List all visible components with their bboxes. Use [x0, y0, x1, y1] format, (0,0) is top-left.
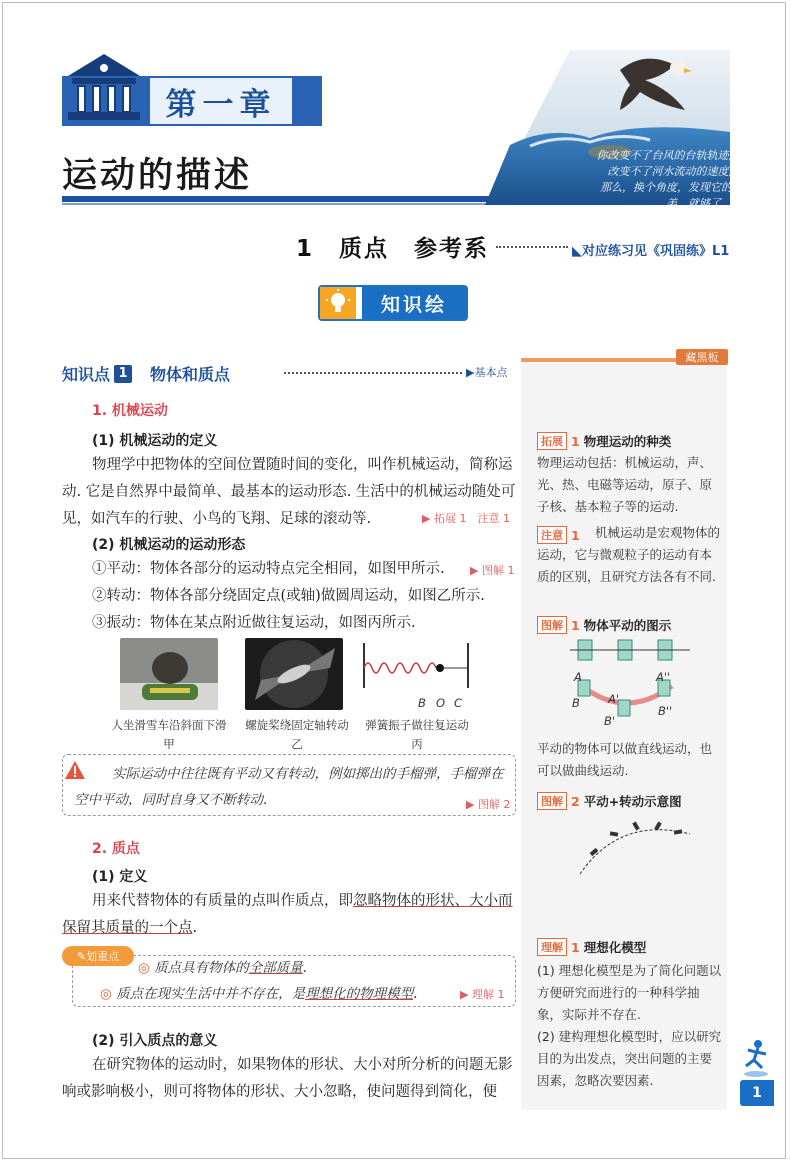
sidebar-note-text: 机械运动是宏观物体的运动，它与微观粒子的运动有本质的区别，且研究方法各有不同.: [537, 525, 721, 584]
form-vibration: ③振动：物体在某点附近做往复运动，如图丙所示.: [92, 615, 416, 631]
particle-heading: 2. 质点: [92, 841, 140, 857]
book-icon: ◣: [572, 244, 582, 259]
sidebar-fig1-text: 平动的物体可以做直线运动，也可以做曲线运动.: [537, 741, 713, 778]
figure-caption-c: 弹簧振子做往复运动: [365, 718, 469, 732]
fig1-label-b1: B': [604, 714, 616, 728]
sidebar-fig2-head: 图解 2 平动+转动示意图: [537, 792, 682, 810]
warning-text: 实际运动中往往既有平动又有转动，例如掷出的手榴弹，手榴弹在空中平动，同时自身又不断转动.: [74, 766, 504, 808]
figure-label-b: 乙: [291, 737, 303, 751]
school-building-icon: [64, 44, 144, 124]
form-translation: ①平动：物体各部分的运动特点完全相同，如图甲所示.: [92, 561, 445, 577]
sidebar-tag: 藏黑板: [676, 349, 728, 365]
key-point-ref: ▶ 理解 1: [460, 988, 505, 1001]
key-points-tag: ✎ 划重点: [62, 946, 134, 966]
runner-icon: [740, 1038, 772, 1078]
target-icon: ◎: [100, 986, 112, 1002]
sled-photo: [120, 638, 218, 710]
figure-label-a: 甲: [163, 737, 175, 751]
trajectory-diagram: [570, 812, 700, 882]
fig1-label-b2: B'': [658, 704, 673, 718]
mech-def-heading: (1) 机械运动的定义: [92, 433, 218, 449]
particle-def-heading: (1) 定义: [92, 869, 148, 885]
spring-label-c: C: [454, 696, 463, 710]
form-translation-ref: ▶ 图解 1: [470, 564, 515, 577]
sidebar-understand-text-1: (1) 理想化模型是为了简化问题以方便研究而进行的一种科学抽象，实际并不存在.: [537, 963, 722, 1022]
note-badge: 注意: [537, 526, 567, 544]
knowledge-badge: [318, 285, 468, 321]
understand-badge: 理解: [537, 938, 567, 956]
knowledge-badge-label: 知识绘: [362, 287, 466, 319]
section-title: 1 质点 参考系: [296, 236, 490, 262]
chapter-title: 运动的描述: [62, 156, 253, 196]
knowledge-point-heading: 知识点 1 物体和质点: [62, 362, 230, 385]
chapter-label: 第一章: [150, 78, 292, 124]
sidebar-understand-head: 理解 1 理想化模型: [537, 938, 646, 956]
knowledge-point-dots: [284, 372, 462, 374]
mech-heading: 1. 机械运动: [92, 403, 168, 419]
particle-meaning-text: 在研究物体的运动时，如果物体的形状、大小对所分析的问题无影响或影响极小，则可将物体的形状、大小忽略，使问题得到简化，便: [62, 1057, 513, 1100]
fig1-badge: 图解: [537, 616, 567, 634]
lightbulb-icon: [320, 287, 356, 319]
fig1-label-a: A: [574, 670, 582, 684]
page-number: 1: [740, 1080, 774, 1106]
mech-def-text: 物理学中把物体的空间位置随时间的变化，叫作机械运动，简称运动. 它是自然界中最简单、最基本的运动形态. 生活中的机械运动随处可见，如汽车的行驶、小鸟的飞翔、足球的滚动等.: [62, 457, 516, 527]
knowledge-point-tag: ▶基本点: [466, 366, 508, 379]
target-icon: ◎: [138, 960, 150, 976]
practice-reference: ◣对应练习见《巩固练》L1: [572, 244, 730, 259]
sidebar-note-head: 注意 1: [537, 526, 580, 544]
warning-ref: ▶ 图解 2: [466, 798, 511, 811]
section-dots: [496, 246, 568, 248]
propeller-photo: [245, 638, 343, 710]
key-point-2: ◎ 质点在现实生活中并不存在，是理想化的物理模型.: [100, 986, 418, 1002]
knowledge-point-number: 1: [114, 365, 132, 383]
figure-caption-a: 人坐滑雪车沿斜面下滑: [111, 718, 227, 732]
spring-label-o: O: [436, 696, 446, 710]
sidebar-ext-text: 物理运动包括：机械运动，声、光、热、电磁等运动，原子、原子核、基本粒子等的运动.: [537, 455, 713, 514]
figure-label-c: 丙: [411, 737, 423, 751]
sidebar-ext-head: 拓展 1 物理运动的种类: [537, 432, 671, 450]
sidebar-understand-text-2: (2) 建构理想化模型时，应以研究目的为出发点，突出问题的主要因素，忽略次要因素.: [537, 1029, 722, 1088]
particle-meaning-heading: (2) 引入质点的意义: [92, 1033, 218, 1049]
particle-def-text: 用来代替物体的有质量的点叫作质点，即忽略物体的形状、大小而保留其质量的一个点.: [62, 893, 513, 936]
sidebar-fig1-head: 图解 1 物体平动的图示: [537, 616, 671, 634]
fig1-label-a2: A'': [656, 670, 671, 684]
spring-label-b: B: [418, 696, 426, 710]
fig2-badge: 图解: [537, 792, 567, 810]
form-rotation: ②转动：物体各部分绕固定点(或轴)做圆周运动，如图乙所示.: [92, 588, 485, 604]
ext-badge: 拓展: [537, 432, 567, 450]
pin-icon: ✎: [76, 949, 87, 963]
knowledge-point-title: 物体和质点: [150, 365, 231, 384]
fig1-label-b: B: [572, 696, 580, 710]
fig1-label-a1: A': [608, 692, 620, 706]
figure-caption-b: 螺旋桨绕固定轴转动: [245, 718, 349, 732]
key-point-1: ◎ 质点具有物体的全部质量.: [138, 960, 307, 976]
mech-forms-heading: (2) 机械运动的运动形态: [92, 537, 246, 553]
chapter-poem: 你改变不了台风的台轨轨迹, 改变不了河水流动的速度, 那么，换个角度，发现它的美，就够了。: [596, 149, 732, 210]
mech-def-ref: ▶ 拓展 1 注意 1: [422, 512, 510, 525]
